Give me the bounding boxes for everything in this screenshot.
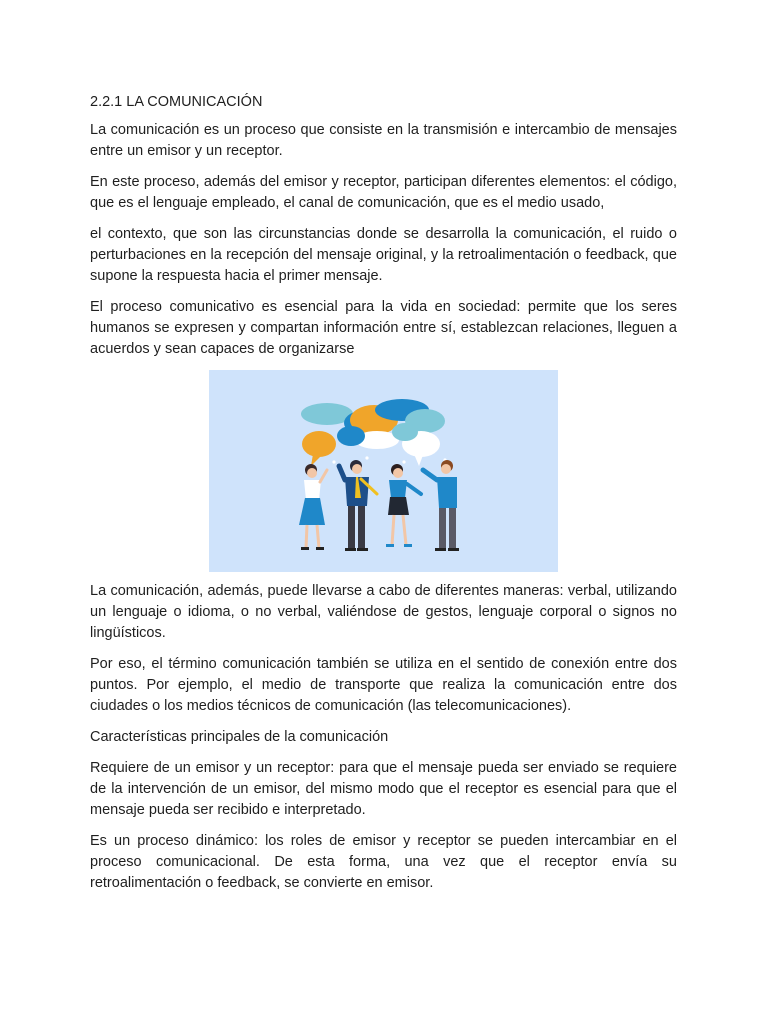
subheading: Características principales de la comunicación <box>90 729 389 745</box>
paragraph: La comunicación es un proceso que consiste en la transmisión e intercambio de mensajes entre un emisor y un receptor. <box>90 122 677 159</box>
document-content <box>90 92 677 904</box>
speech-bubbles <box>301 399 447 472</box>
section-heading: 2.2.1 LA COMUNICACIÓN <box>90 94 263 110</box>
speech-bubble <box>392 423 418 441</box>
person-man-1 <box>339 460 377 551</box>
people-talking-speech-bubbles-illustration <box>209 370 558 572</box>
communication-illustration <box>209 370 558 572</box>
paragraph: el contexto, que son las circunstancias donde se desarrolla la comunicación, el ruido o perturbaciones en la recepción del mensaje original, y la retroalimentación o feedback, que supone la respuesta hacia el primer mensaje. <box>90 226 677 284</box>
speech-bubble <box>302 431 336 457</box>
paragraph: En este proceso, además del emisor y receptor, participan diferentes elementos: el código, que es el lenguaje empleado, el canal de comunicación, que es el medio usado, <box>90 174 677 211</box>
person-woman-2 <box>386 464 421 547</box>
person-man-2 <box>423 460 459 551</box>
paragraph: Es un proceso dinámico: los roles de emisor y receptor se pueden intercambiar en el proceso comunicacional. De esta forma, una vez que el receptor envía su retroalimentación o feedback, se convierte en emisor. <box>90 833 677 891</box>
person-woman-1 <box>299 464 327 550</box>
paragraph: El proceso comunicativo es esencial para la vida en sociedad: permite que los seres humanos se expresen y compartan información entre sí, establezcan relaciones, lleguen a acuerdos y sean capaces de organizarse <box>90 299 677 357</box>
paragraph: Requiere de un emisor y un receptor: para que el mensaje pueda ser enviado se requiere de la intervención de un emisor, del mismo modo que el receptor es esencial para que el mensaje pueda ser recibido e interpretado. <box>90 760 677 818</box>
paragraph: Por eso, el término comunicación también se utiliza en el sentido de conexión entre dos puntos. Por ejemplo, el medio de transporte que realiza la comunicación entre dos ciudades o los medios técnicos de comunicación (las telecomunicaciones). <box>90 656 677 714</box>
speech-bubble <box>337 426 365 446</box>
paragraph: La comunicación, además, puede llevarse a cabo de diferentes maneras: verbal, utilizando un lenguaje o idioma, o no verbal, valiéndose de gestos, lenguaje corporal o signos no lingüísticos. <box>90 583 677 641</box>
